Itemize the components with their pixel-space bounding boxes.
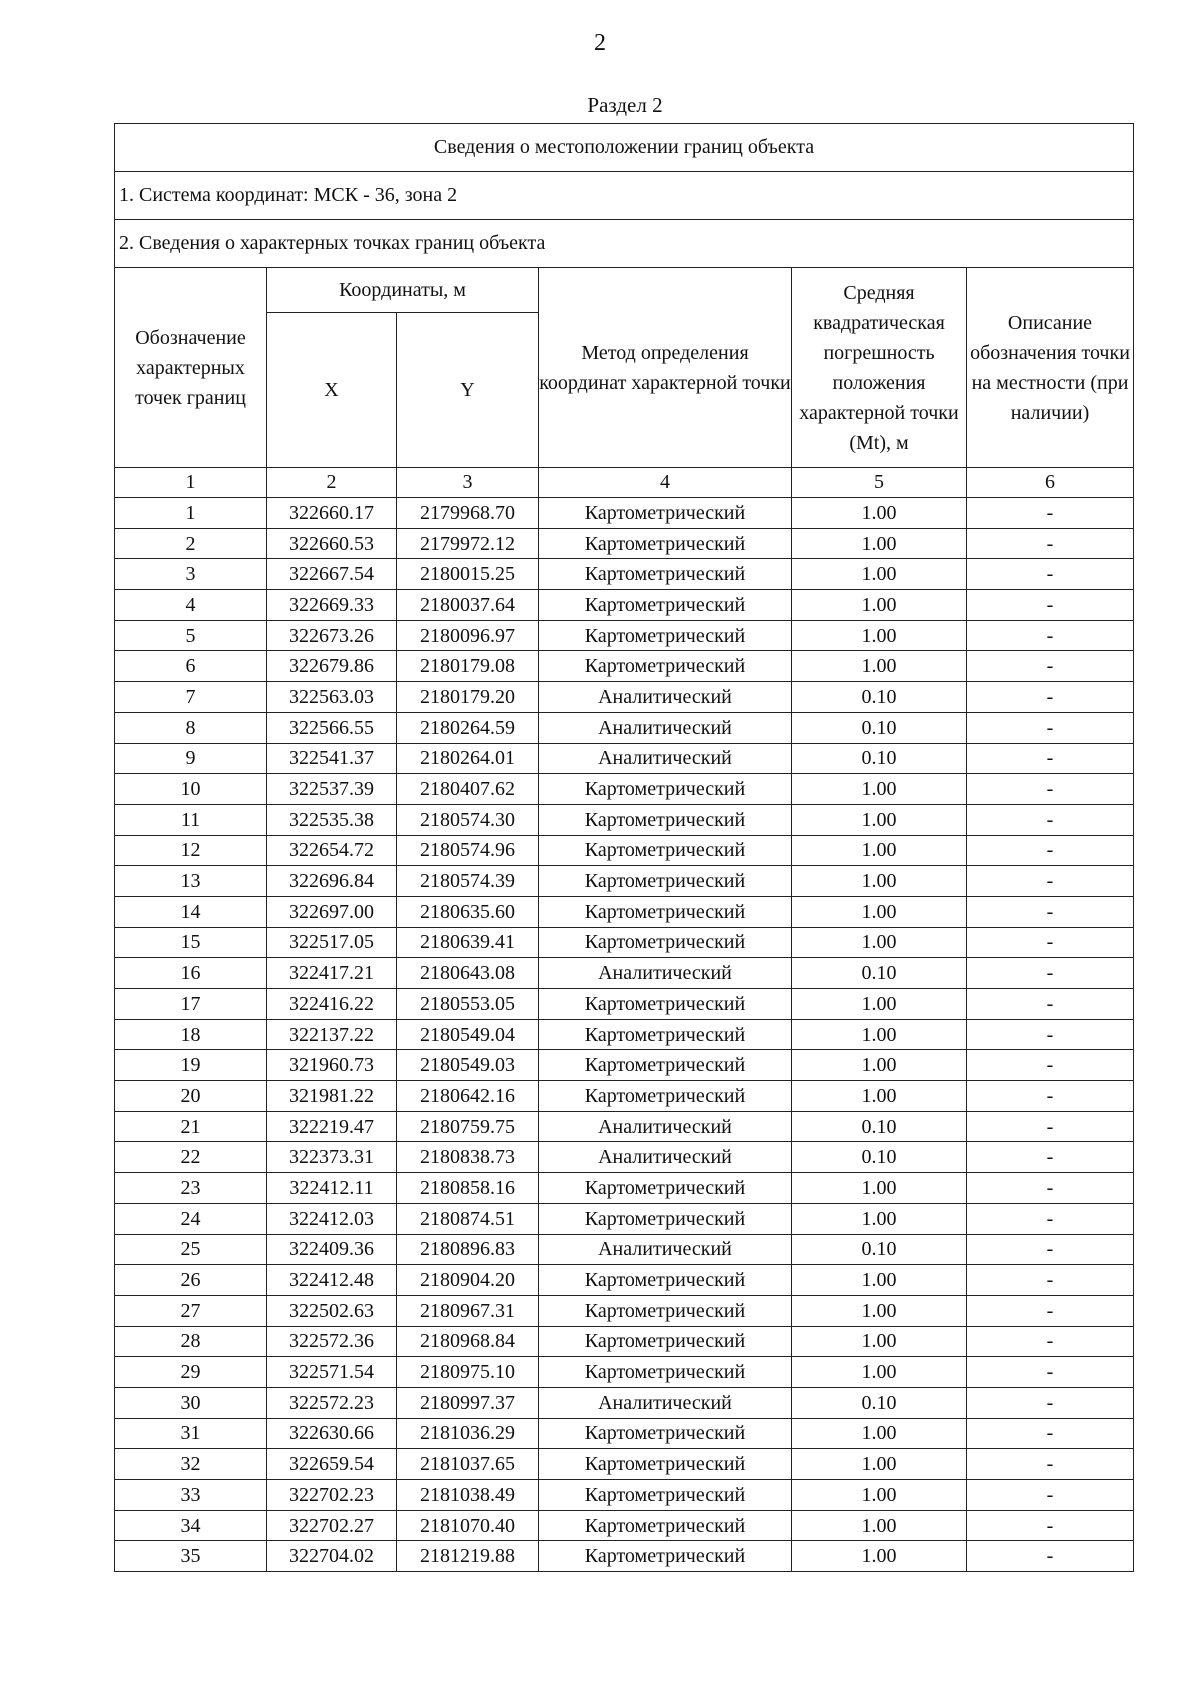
- cell-error: 1.00: [792, 1541, 967, 1572]
- cell-y: 2180553.05: [397, 989, 539, 1020]
- cell-method: Картометрический: [539, 1019, 792, 1050]
- cell-description: -: [967, 1142, 1134, 1173]
- cell-point: 11: [115, 804, 267, 835]
- cell-method: Картометрический: [539, 774, 792, 805]
- cell-point: 14: [115, 896, 267, 927]
- cell-y: 2180635.60: [397, 896, 539, 927]
- cell-point: 29: [115, 1357, 267, 1388]
- cell-description: -: [967, 1203, 1134, 1234]
- cell-description: -: [967, 651, 1134, 682]
- cell-point: 23: [115, 1173, 267, 1204]
- cell-description: -: [967, 989, 1134, 1020]
- cell-error: 1.00: [792, 989, 967, 1020]
- cell-point: 25: [115, 1234, 267, 1265]
- table-row: [115, 743, 1134, 774]
- cell-error: 1.00: [792, 620, 967, 651]
- cell-method: Аналитический: [539, 743, 792, 774]
- header-description: Описание обозначения точки на местности (при наличии): [967, 268, 1134, 468]
- cell-description: -: [967, 1111, 1134, 1142]
- cell-y: 2180759.75: [397, 1111, 539, 1142]
- cell-method: Картометрический: [539, 1326, 792, 1357]
- table-row: [115, 498, 1134, 529]
- cell-x: 322416.22: [267, 989, 397, 1020]
- cell-description: -: [967, 743, 1134, 774]
- cell-y: 2180574.30: [397, 804, 539, 835]
- cell-y: 2180858.16: [397, 1173, 539, 1204]
- cell-error: 1.00: [792, 1295, 967, 1326]
- cell-error: 1.00: [792, 927, 967, 958]
- cell-description: -: [967, 528, 1134, 559]
- cell-x: 322535.38: [267, 804, 397, 835]
- cell-method: Картометрический: [539, 498, 792, 529]
- cell-x: 321981.22: [267, 1081, 397, 1112]
- cell-x: 322537.39: [267, 774, 397, 805]
- cell-description: -: [967, 1265, 1134, 1296]
- cell-x: 322702.27: [267, 1510, 397, 1541]
- cell-point: 2: [115, 528, 267, 559]
- column-number: 4: [539, 468, 792, 498]
- cell-method: Картометрический: [539, 1510, 792, 1541]
- table-row: [115, 712, 1134, 743]
- column-number: 3: [397, 468, 539, 498]
- cell-x: 322704.02: [267, 1541, 397, 1572]
- cell-x: 322373.31: [267, 1142, 397, 1173]
- cell-description: -: [967, 1019, 1134, 1050]
- cell-y: 2180407.62: [397, 774, 539, 805]
- header-designation: Обозначение характерных точек границ: [115, 268, 267, 468]
- cell-x: 322412.11: [267, 1173, 397, 1204]
- cell-y: 2180574.39: [397, 866, 539, 897]
- cell-error: 1.00: [792, 1173, 967, 1204]
- cell-x: 322660.53: [267, 528, 397, 559]
- cell-description: -: [967, 1050, 1134, 1081]
- cell-x: 322667.54: [267, 559, 397, 590]
- column-number: 5: [792, 468, 967, 498]
- cell-method: Картометрический: [539, 1173, 792, 1204]
- cell-method: Аналитический: [539, 958, 792, 989]
- cell-method: Картометрический: [539, 896, 792, 927]
- cell-point: 33: [115, 1480, 267, 1511]
- cell-error: 1.00: [792, 1449, 967, 1480]
- cell-method: Картометрический: [539, 927, 792, 958]
- cell-y: 2180838.73: [397, 1142, 539, 1173]
- cell-method: Картометрический: [539, 1418, 792, 1449]
- table-row: [115, 590, 1134, 621]
- cell-x: 322702.23: [267, 1480, 397, 1511]
- cell-description: -: [967, 1326, 1134, 1357]
- cell-error: 1.00: [792, 1265, 967, 1296]
- cell-error: 1.00: [792, 590, 967, 621]
- cell-error: 0.10: [792, 1111, 967, 1142]
- cell-y: 2181038.49: [397, 1480, 539, 1511]
- table-row: [115, 1019, 1134, 1050]
- cell-description: -: [967, 896, 1134, 927]
- table-row: [115, 866, 1134, 897]
- cell-x: 322409.36: [267, 1234, 397, 1265]
- table-row: [115, 1510, 1134, 1541]
- cell-point: 7: [115, 682, 267, 713]
- cell-method: Аналитический: [539, 1111, 792, 1142]
- cell-error: 1.00: [792, 498, 967, 529]
- page-number: 2: [594, 30, 606, 56]
- cell-error: 1.00: [792, 1510, 967, 1541]
- cell-point: 34: [115, 1510, 267, 1541]
- cell-method: Картометрический: [539, 620, 792, 651]
- header-coordinates: Координаты, м: [267, 268, 539, 313]
- cell-x: 322572.23: [267, 1387, 397, 1418]
- cell-x: 322412.03: [267, 1203, 397, 1234]
- cell-point: 4: [115, 590, 267, 621]
- cell-y: 2180037.64: [397, 590, 539, 621]
- cell-method: Картометрический: [539, 559, 792, 590]
- table-row: [115, 1449, 1134, 1480]
- column-number: 6: [967, 468, 1134, 498]
- cell-error: 1.00: [792, 1480, 967, 1511]
- cell-method: Картометрический: [539, 528, 792, 559]
- cell-x: 322669.33: [267, 590, 397, 621]
- table-row: [115, 989, 1134, 1020]
- cell-y: 2180968.84: [397, 1326, 539, 1357]
- table-row: [115, 559, 1134, 590]
- cell-y: 2180549.04: [397, 1019, 539, 1050]
- column-numbers-row: [115, 468, 1134, 498]
- table-row: [115, 1326, 1134, 1357]
- cell-description: -: [967, 1295, 1134, 1326]
- cell-x: 322697.00: [267, 896, 397, 927]
- cell-x: 322571.54: [267, 1357, 397, 1388]
- cell-description: -: [967, 1510, 1134, 1541]
- cell-error: 1.00: [792, 1326, 967, 1357]
- table-row: [115, 1173, 1134, 1204]
- table-row: [115, 620, 1134, 651]
- cell-x: 322660.17: [267, 498, 397, 529]
- coordinate-system: 1. Система координат: МСК - 36, зона 2: [115, 172, 1134, 220]
- cell-point: 27: [115, 1295, 267, 1326]
- cell-point: 6: [115, 651, 267, 682]
- cell-error: 1.00: [792, 774, 967, 805]
- cell-description: -: [967, 1081, 1134, 1112]
- cell-y: 2179972.12: [397, 528, 539, 559]
- cell-description: -: [967, 804, 1134, 835]
- cell-y: 2180975.10: [397, 1357, 539, 1388]
- cell-x: 322654.72: [267, 835, 397, 866]
- cell-x: 322417.21: [267, 958, 397, 989]
- table-row: [115, 1480, 1134, 1511]
- boundary-points-table: [114, 123, 1134, 1572]
- cell-description: -: [967, 1387, 1134, 1418]
- table-row: [115, 1142, 1134, 1173]
- table-row: [115, 1234, 1134, 1265]
- cell-point: 12: [115, 835, 267, 866]
- cell-point: 19: [115, 1050, 267, 1081]
- cell-point: 1: [115, 498, 267, 529]
- column-number: 1: [115, 468, 267, 498]
- cell-description: -: [967, 1234, 1134, 1265]
- cell-y: 2180549.03: [397, 1050, 539, 1081]
- header-error: Средняя квадратическая погрешность положения характерной точки (Mt), м: [792, 268, 967, 468]
- cell-y: 2180896.83: [397, 1234, 539, 1265]
- cell-method: Картометрический: [539, 1295, 792, 1326]
- cell-description: -: [967, 682, 1134, 713]
- table-row: [115, 958, 1134, 989]
- cell-x: 322696.84: [267, 866, 397, 897]
- cell-error: 1.00: [792, 1418, 967, 1449]
- table-row: [115, 927, 1134, 958]
- cell-error: 1.00: [792, 559, 967, 590]
- cell-error: 1.00: [792, 1019, 967, 1050]
- cell-method: Картометрический: [539, 1265, 792, 1296]
- cell-method: Картометрический: [539, 989, 792, 1020]
- cell-point: 26: [115, 1265, 267, 1296]
- cell-method: Картометрический: [539, 835, 792, 866]
- table-row: [115, 835, 1134, 866]
- cell-point: 21: [115, 1111, 267, 1142]
- cell-error: 1.00: [792, 835, 967, 866]
- cell-method: Картометрический: [539, 1541, 792, 1572]
- cell-description: -: [967, 1357, 1134, 1388]
- cell-point: 8: [115, 712, 267, 743]
- table-row: [115, 1295, 1134, 1326]
- section-title: Раздел 2: [587, 93, 663, 117]
- cell-x: 322572.36: [267, 1326, 397, 1357]
- table-row: [115, 1387, 1134, 1418]
- cell-description: -: [967, 774, 1134, 805]
- cell-error: 1.00: [792, 804, 967, 835]
- table-row: [115, 1111, 1134, 1142]
- cell-description: -: [967, 1449, 1134, 1480]
- cell-point: 15: [115, 927, 267, 958]
- table-row: [115, 1418, 1134, 1449]
- cell-point: 3: [115, 559, 267, 590]
- cell-point: 5: [115, 620, 267, 651]
- cell-y: 2180642.16: [397, 1081, 539, 1112]
- cell-point: 10: [115, 774, 267, 805]
- cell-error: 1.00: [792, 1050, 967, 1081]
- table-row: [115, 1541, 1134, 1572]
- cell-point: 30: [115, 1387, 267, 1418]
- cell-method: Картометрический: [539, 1081, 792, 1112]
- cell-y: 2181070.40: [397, 1510, 539, 1541]
- cell-method: Картометрический: [539, 804, 792, 835]
- column-number: 2: [267, 468, 397, 498]
- cell-x: 322563.03: [267, 682, 397, 713]
- cell-method: Картометрический: [539, 1480, 792, 1511]
- header-y: Y: [397, 313, 539, 468]
- cell-error: 0.10: [792, 682, 967, 713]
- cell-method: Картометрический: [539, 651, 792, 682]
- cell-y: 2181219.88: [397, 1541, 539, 1572]
- cell-x: 322502.63: [267, 1295, 397, 1326]
- cell-point: 18: [115, 1019, 267, 1050]
- cell-description: -: [967, 835, 1134, 866]
- cell-error: 0.10: [792, 712, 967, 743]
- table-row: [115, 1265, 1134, 1296]
- cell-method: Картометрический: [539, 1050, 792, 1081]
- cell-point: 9: [115, 743, 267, 774]
- cell-y: 2180179.20: [397, 682, 539, 713]
- cell-x: 322673.26: [267, 620, 397, 651]
- cell-error: 0.10: [792, 743, 967, 774]
- table-row: [115, 682, 1134, 713]
- cell-error: 1.00: [792, 1203, 967, 1234]
- cell-point: 35: [115, 1541, 267, 1572]
- cell-y: 2180264.59: [397, 712, 539, 743]
- cell-method: Аналитический: [539, 1234, 792, 1265]
- cell-method: Картометрический: [539, 590, 792, 621]
- cell-x: 322630.66: [267, 1418, 397, 1449]
- cell-point: 17: [115, 989, 267, 1020]
- cell-point: 20: [115, 1081, 267, 1112]
- table-row: [115, 804, 1134, 835]
- cell-description: -: [967, 712, 1134, 743]
- cell-point: 22: [115, 1142, 267, 1173]
- cell-y: 2180015.25: [397, 559, 539, 590]
- table-row: [115, 1050, 1134, 1081]
- cell-y: 2180639.41: [397, 927, 539, 958]
- cell-description: -: [967, 1173, 1134, 1204]
- table-title: Сведения о местоположении границ объекта: [115, 124, 1134, 172]
- cell-description: -: [967, 498, 1134, 529]
- cell-x: 322659.54: [267, 1449, 397, 1480]
- cell-method: Аналитический: [539, 1142, 792, 1173]
- cell-y: 2180997.37: [397, 1387, 539, 1418]
- cell-method: Аналитический: [539, 682, 792, 713]
- table-row: [115, 1081, 1134, 1112]
- cell-point: 28: [115, 1326, 267, 1357]
- cell-point: 32: [115, 1449, 267, 1480]
- table-row: [115, 1203, 1134, 1234]
- cell-description: -: [967, 590, 1134, 621]
- cell-point: 24: [115, 1203, 267, 1234]
- cell-x: 321960.73: [267, 1050, 397, 1081]
- cell-x: 322412.48: [267, 1265, 397, 1296]
- cell-method: Картометрический: [539, 1203, 792, 1234]
- cell-error: 0.10: [792, 1234, 967, 1265]
- cell-error: 1.00: [792, 1081, 967, 1112]
- cell-x: 322517.05: [267, 927, 397, 958]
- cell-y: 2180904.20: [397, 1265, 539, 1296]
- cell-y: 2180264.01: [397, 743, 539, 774]
- cell-description: -: [967, 866, 1134, 897]
- cell-y: 2181036.29: [397, 1418, 539, 1449]
- cell-x: 322137.22: [267, 1019, 397, 1050]
- cell-error: 0.10: [792, 1387, 967, 1418]
- table-row: [115, 896, 1134, 927]
- cell-method: Картометрический: [539, 866, 792, 897]
- cell-error: 1.00: [792, 866, 967, 897]
- cell-description: -: [967, 1480, 1134, 1511]
- cell-method: Картометрический: [539, 1449, 792, 1480]
- cell-x: 322679.86: [267, 651, 397, 682]
- cell-y: 2180574.96: [397, 835, 539, 866]
- cell-point: 13: [115, 866, 267, 897]
- cell-y: 2179968.70: [397, 498, 539, 529]
- table-row: [115, 528, 1134, 559]
- cell-y: 2180643.08: [397, 958, 539, 989]
- table-row: [115, 651, 1134, 682]
- cell-point: 16: [115, 958, 267, 989]
- cell-y: 2180179.08: [397, 651, 539, 682]
- cell-error: 1.00: [792, 1357, 967, 1388]
- cell-y: 2180967.31: [397, 1295, 539, 1326]
- cell-point: 31: [115, 1418, 267, 1449]
- cell-x: 322541.37: [267, 743, 397, 774]
- cell-error: 0.10: [792, 958, 967, 989]
- cell-x: 322219.47: [267, 1111, 397, 1142]
- cell-x: 322566.55: [267, 712, 397, 743]
- cell-description: -: [967, 927, 1134, 958]
- cell-description: -: [967, 1418, 1134, 1449]
- cell-error: 1.00: [792, 896, 967, 927]
- cell-error: 1.00: [792, 528, 967, 559]
- cell-error: 0.10: [792, 1142, 967, 1173]
- cell-method: Аналитический: [539, 1387, 792, 1418]
- table-row: [115, 774, 1134, 805]
- header-method: Метод определения координат характерной точки: [539, 268, 792, 468]
- cell-method: Аналитический: [539, 712, 792, 743]
- cell-y: 2180096.97: [397, 620, 539, 651]
- cell-y: 2180874.51: [397, 1203, 539, 1234]
- cell-method: Картометрический: [539, 1357, 792, 1388]
- cell-y: 2181037.65: [397, 1449, 539, 1480]
- points-heading: 2. Сведения о характерных точках границ объекта: [115, 220, 1134, 268]
- cell-description: -: [967, 1541, 1134, 1572]
- cell-error: 1.00: [792, 651, 967, 682]
- cell-description: -: [967, 958, 1134, 989]
- cell-description: -: [967, 559, 1134, 590]
- cell-description: -: [967, 620, 1134, 651]
- header-x: X: [267, 313, 397, 468]
- table-row: [115, 1357, 1134, 1388]
